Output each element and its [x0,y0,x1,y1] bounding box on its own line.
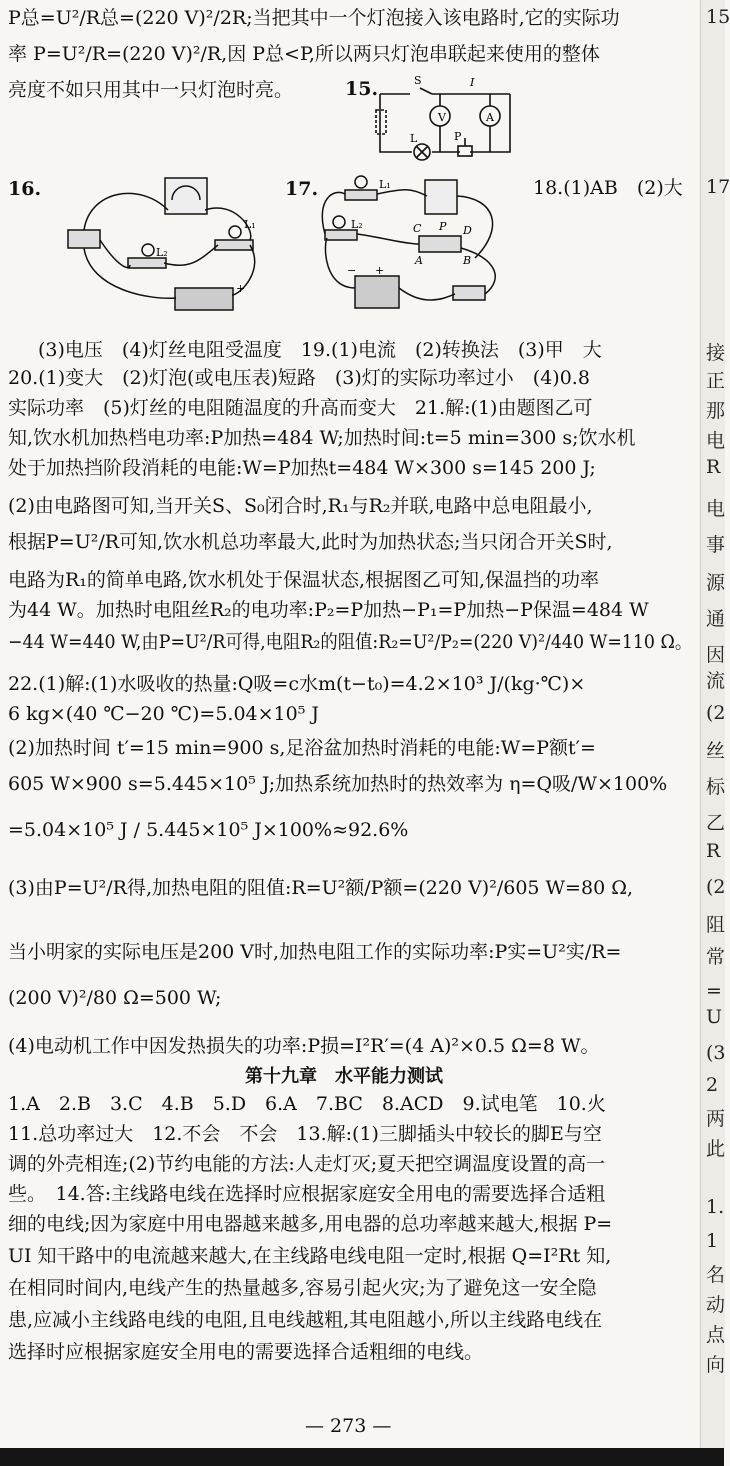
text-line: P总=U²/R总=(220 V)²/2R;当把其中一个灯泡接入该电路时,它的实际功 [8,7,620,29]
battery-minus-label: − [347,264,357,277]
edge-char: 电 [706,498,726,520]
text-line: (200 V)²/80 Ω=500 W; [8,987,222,1009]
edge-char: (2 [706,702,726,724]
battery-plus-label: + [375,264,385,277]
edge-char: 电 [706,430,726,452]
edge-char: 1 [706,1230,719,1252]
battery-plus-label: + [236,282,246,295]
current-label: I [470,76,475,89]
answer-18: 18.(1)AB (2)大 [533,177,683,199]
lamp-l1-label: L₁ [379,178,391,191]
page-number: — 273 — [305,1415,392,1437]
edge-char: 向 [706,1354,726,1376]
text-line: =5.04×10⁵ J / 5.445×10⁵ J×100%≈92.6% [8,819,409,841]
figure-15-label: 15. [345,78,379,100]
text-line: 605 W×900 s=5.445×10⁵ J;加热系统加热时的热效率为 η=Q吸/W×100% [8,773,668,795]
edge-char: 15 [706,6,730,28]
rheostat-c-label: C [413,222,422,235]
ammeter-label: A [486,111,494,124]
edge-char: 阻 [706,914,726,936]
text-line: 亮度不如只用其中一只灯泡时亮。 [8,79,294,101]
edge-char: (3 [706,1042,726,1064]
text-line: (2)加热时间 t′=15 min=900 s,足浴盆加热时消耗的电能:W=P额t′= [8,737,596,759]
edge-char: (2 [706,876,726,898]
text-line: 实际功率 (5)灯丝的电阻随温度的升高而变大 21.解:(1)由题图乙可 [8,397,593,419]
switch-label: S [414,74,422,87]
text-line: −44 W=440 W,由P=U²/R可得,电阻R₂的阻值:R₂=U²/P₂=(220 V)²/440 W=110 Ω。 [8,631,693,653]
edge-char: 那 [706,400,726,422]
text-line: 处于加热挡阶段消耗的电能:W=P加热t=484 W×300 s=145 200 J; [8,457,596,479]
text-line: 1.A 2.B 3.C 4.B 5.D 6.A 7.BC 8.ACD 9.试电笔 10.火 [8,1093,606,1115]
edge-char: 名 [706,1264,726,1286]
text-line: 电路为R₁的简单电路,饮水机处于保温状态,根据图乙可知,保温挡的功率 [8,569,600,591]
text-line: (3)电压 (4)灯丝电阻受温度 19.(1)电流 (2)转换法 (3)甲 大 [38,339,602,361]
figure-16-label: 16. [8,178,42,200]
scan-bottom-edge [0,1448,724,1466]
rheostat-d-label: D [463,224,472,237]
edge-char: 正 [706,370,726,392]
edge-char: 丝 [706,740,726,762]
rheostat-label: P [454,130,462,143]
chapter-heading: 第十九章 水平能力测试 [245,1066,443,1087]
text-line: 知,饮水机加热档电功率:P加热=484 W;加热时间:t=5 min=300 s;饮水机 [8,427,636,449]
edge-char: 接 [706,342,726,364]
voltmeter-label: V [438,111,446,124]
circuit-diagram-15 [370,74,520,164]
edge-char: 17 [706,176,730,198]
text-line: 患,应减小主线路电线的电阻,且电线越粗,其电阻越小,所以主线路电线在 [8,1309,603,1331]
edge-char: 流 [706,670,726,692]
lamp-label: L [410,132,418,145]
figure-17-label: 17. [285,178,319,200]
text-line: (3)由P=U²/R得,加热电阻的阻值:R=U²额/P额=(220 V)²/605 W=80 Ω, [8,877,633,899]
edge-char: 2 [706,1074,719,1096]
edge-char: 此 [706,1138,726,1160]
text-line: UI 知干路中的电流越来越大,在主线路电线电阻一定时,根据 Q=I²Rt 知, [8,1245,612,1267]
edge-char: 因 [706,644,726,666]
edge-char: 动 [706,1294,726,1316]
circuit-diagram-17 [315,168,515,313]
edge-char: R [706,456,721,478]
text-line: 当小明家的实际电压是200 V时,加热电阻工作的实际功率:P实=U²实/R= [8,941,622,963]
edge-char: 通 [706,608,726,630]
rheostat-b-label: B [463,254,472,267]
slider-p-label: P [439,220,447,233]
edge-char: 常 [706,946,726,968]
text-line: 22.(1)解:(1)水吸收的热量:Q吸=c水m(t−t₀)=4.2×10³ J/(kg·℃)× [8,673,586,695]
text-line: 根据P=U²/R可知,饮水机总功率最大,此时为加热状态;当只闭合开关S时, [8,531,613,553]
lamp-l2-label: L₂ [351,218,363,231]
text-line: 选择时应根据家庭安全用电的需要选择合适粗细的电线。 [8,1341,484,1363]
lamp-l1-label: L₁ [244,218,256,231]
edge-char: 源 [706,572,726,594]
edge-char: 事 [706,534,726,556]
text-line: 6 kg×(40 ℃−20 ℃)=5.04×10⁵ J [8,703,320,725]
edge-char: 点 [706,1324,726,1346]
text-line: 细的电线;因为家庭中用电器越来越多,用电器的总功率越来越大,根据 P= [8,1213,613,1235]
text-line: 11.总功率过大 12.不会 不会 13.解:(1)三脚插头中较长的脚E与空 [8,1123,602,1145]
edge-char: 标 [706,776,726,798]
edge-char: 两 [706,1108,726,1130]
lamp-l2-label: L₂ [156,246,168,259]
text-line: 在相同时间内,电线产生的热量越多,容易引起火灾;为了避免这一安全隐 [8,1277,597,1299]
edge-char: 乙 [706,812,726,834]
edge-char: U [706,1006,723,1028]
edge-char: R [706,840,721,862]
edge-char: 1. [706,1196,725,1218]
text-line: 20.(1)变大 (2)灯泡(或电压表)短路 (3)灯的实际功率过小 (4)0.8 [8,367,590,389]
text-line: 些。 14.答:主线路电线在选择时应根据家庭安全用电的需要选择合适粗 [8,1183,606,1205]
text-line: (4)电动机工作中因发热损失的功率:P损=I²R′=(4 A)²×0.5 Ω=8 W。 [8,1035,600,1057]
circuit-diagram-16 [60,170,270,315]
text-line: 调的外壳相连;(2)节约电能的方法:人走灯灭;夏天把空调温度设置的高一 [8,1153,606,1175]
text-line: 率 P=U²/R=(220 V)²/R,因 P总<P,所以两只灯泡串联起来使用的整体 [8,43,600,65]
rheostat-a-label: A [415,254,423,267]
edge-char: = [706,980,722,1002]
text-line: 为44 W。加热时电阻丝R₂的电功率:P₂=P加热−P₁=P加热−P保温=484 W [8,599,649,621]
text-line: (2)由电路图可知,当开关S、S₀闭合时,R₁与R₂并联,电路中总电阻最小, [8,495,593,517]
